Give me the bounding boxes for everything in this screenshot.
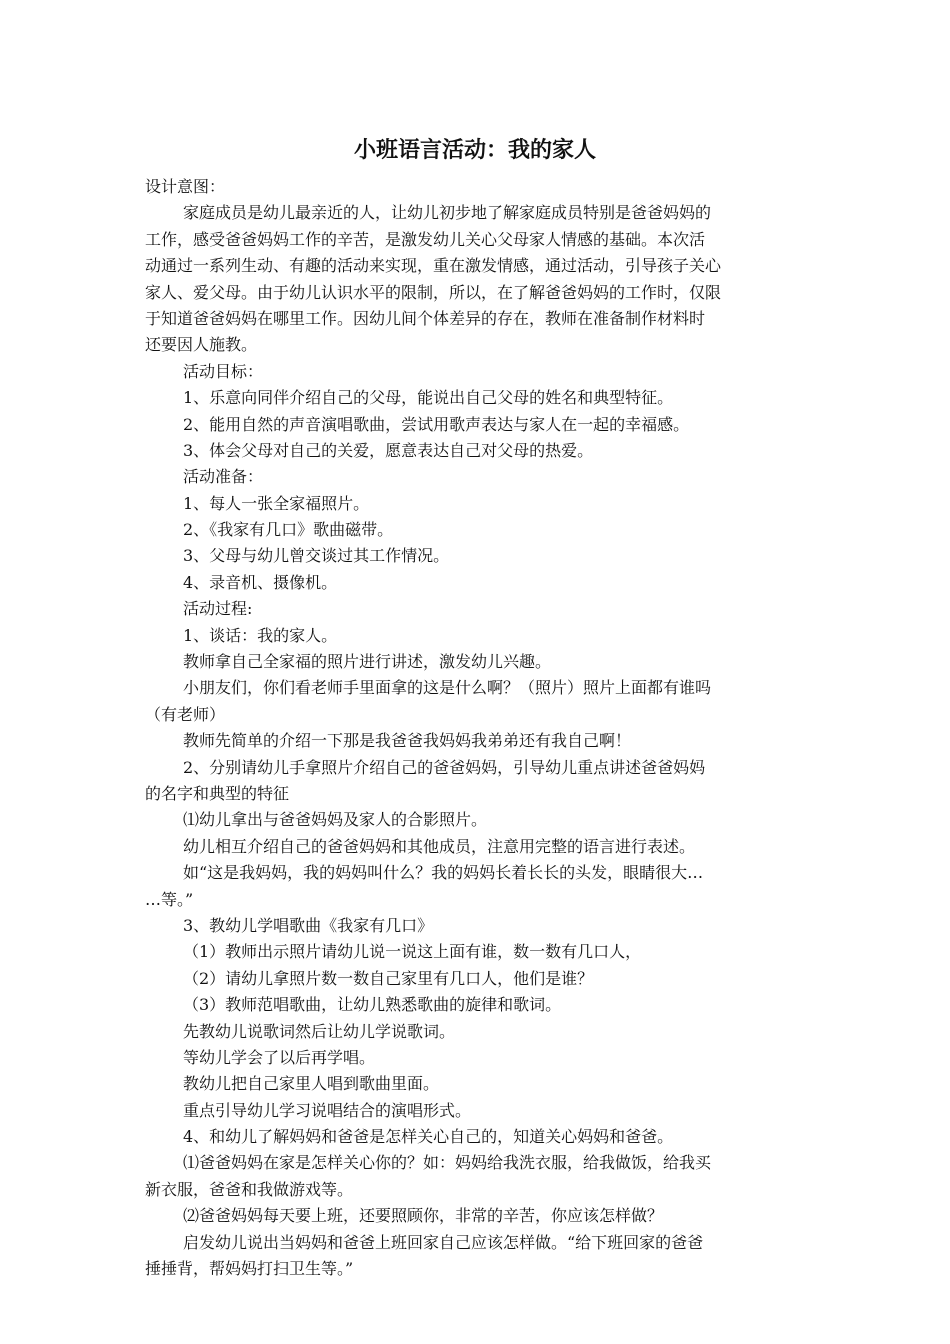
paragraph-line: 的名字和典型的特征 (145, 783, 290, 803)
paragraph-line: 新衣服，爸爸和我做游戏等。 (145, 1179, 354, 1199)
paragraph-line: 小朋友们，你们看老师手里面拿的这是什么啊？（照片）照片上面都有谁吗 (183, 678, 712, 698)
section-heading-process: 活动过程: (183, 599, 253, 619)
paragraph-line: …等。” (145, 889, 194, 909)
paragraph-line: 启发幼儿说出当妈妈和爸爸上班回家自己应该怎样做。“给下班回家的爸爸 (183, 1232, 704, 1252)
list-item: 3、教幼儿学唱歌曲《我家有几口》 (183, 915, 434, 935)
document-title: 小班语言活动：我的家人 (353, 138, 596, 163)
list-item: 2、分别请幼儿手拿照片介绍自己的爸爸妈妈，引导幼儿重点讲述爸爸妈妈 (183, 757, 706, 777)
section-heading-design-intent: 设计意图： (145, 177, 226, 196)
list-item: （2）请幼儿拿照片数一数自己家里有几口人，他们是谁？ (183, 968, 594, 988)
list-item: （3）教师范唱歌曲，让幼儿熟悉歌曲的旋律和歌词。 (183, 995, 562, 1015)
list-item: 3、父母与幼儿曾交谈过其工作情况。 (183, 546, 450, 566)
document-body (145, 174, 810, 1282)
list-item: 1、谈话：我的家人。 (183, 625, 338, 645)
paragraph-line: 教幼儿把自己家里人唱到歌曲里面。 (183, 1074, 440, 1094)
list-item: ⑵爸爸妈妈每天要上班，还要照顾你，非常的辛苦，你应该怎样做？ (183, 1206, 664, 1226)
paragraph-line: 还要因人施教。 (145, 335, 258, 355)
list-item: 1、每人一张全家福照片。 (183, 493, 370, 513)
list-item: （1）教师出示照片请幼儿说一说这上面有谁，数一数有几口人， (183, 942, 642, 962)
list-item: ⑴幼儿拿出与爸爸妈妈及家人的合影照片。 (183, 810, 488, 830)
paragraph-line: 家人、爱父母。由于幼儿认识水平的限制，所以，在了解爸爸妈妈的工作时，仅限 (145, 282, 722, 302)
section-heading-goals: 活动目标： (183, 361, 264, 381)
paragraph-line: 等幼儿学会了以后再学唱。 (183, 1047, 376, 1067)
list-item: 2、能用自然的声音演唱歌曲，尝试用歌声表达与家人在一起的幸福感。 (183, 414, 690, 434)
section-heading-preparation: 活动准备： (183, 467, 264, 487)
list-item: 3、体会父母对自己的关爱，愿意表达自己对父母的热爱。 (183, 440, 594, 460)
paragraph-line: 教师先简单的介绍一下那是我爸爸我妈妈我弟弟还有我自己啊！ (183, 731, 632, 751)
paragraph-line: 于知道爸爸妈妈在哪里工作。因幼儿间个体差异的存在，教师在准备制作材料时 (145, 308, 706, 328)
paragraph-line: 家庭成员是幼儿最亲近的人，让幼儿初步地了解家庭成员特别是爸爸妈妈的 (183, 203, 712, 223)
list-item: 1、乐意向同伴介绍自己的父母，能说出自己父母的姓名和典型特征。 (183, 388, 674, 408)
paragraph-line: 幼儿相互介绍自己的爸爸妈妈和其他成员，注意用完整的语言进行表述。 (183, 836, 696, 856)
list-item: 4、录音机、摄像机。 (183, 572, 338, 592)
list-item: ⑴爸爸妈妈在家是怎样关心你的？如：妈妈给我洗衣服，给我做饭，给我买 (183, 1153, 712, 1173)
list-item: 4、和幼儿了解妈妈和爸爸是怎样关心自己的，知道关心妈妈和爸爸。 (183, 1127, 674, 1147)
paragraph-line: 教师拿自己全家福的照片进行讲述，激发幼儿兴趣。 (183, 652, 552, 672)
paragraph-line: 工作，感受爸爸妈妈工作的辛苦，是激发幼儿关心父母家人情感的基础。本次活 (145, 229, 706, 249)
paragraph-line: 重点引导幼儿学习说唱结合的演唱形式。 (183, 1100, 472, 1120)
paragraph-line: 动通过一系列生动、有趣的活动来实现，重在激发情感，通过活动，引导孩子关心 (145, 256, 722, 276)
paragraph-line: 如“这是我妈妈，我的妈妈叫什么？我的妈妈长着长长的头发，眼睛很大… (183, 863, 704, 883)
paragraph-line: 捶捶背，帮妈妈打扫卫生等。” (145, 1259, 354, 1279)
paragraph-line: 先教幼儿说歌词然后让幼儿学说歌词。 (183, 1021, 456, 1041)
list-item: 2、《我家有几口》歌曲磁带。 (183, 520, 394, 540)
paragraph-line: （有老师） (145, 704, 226, 724)
